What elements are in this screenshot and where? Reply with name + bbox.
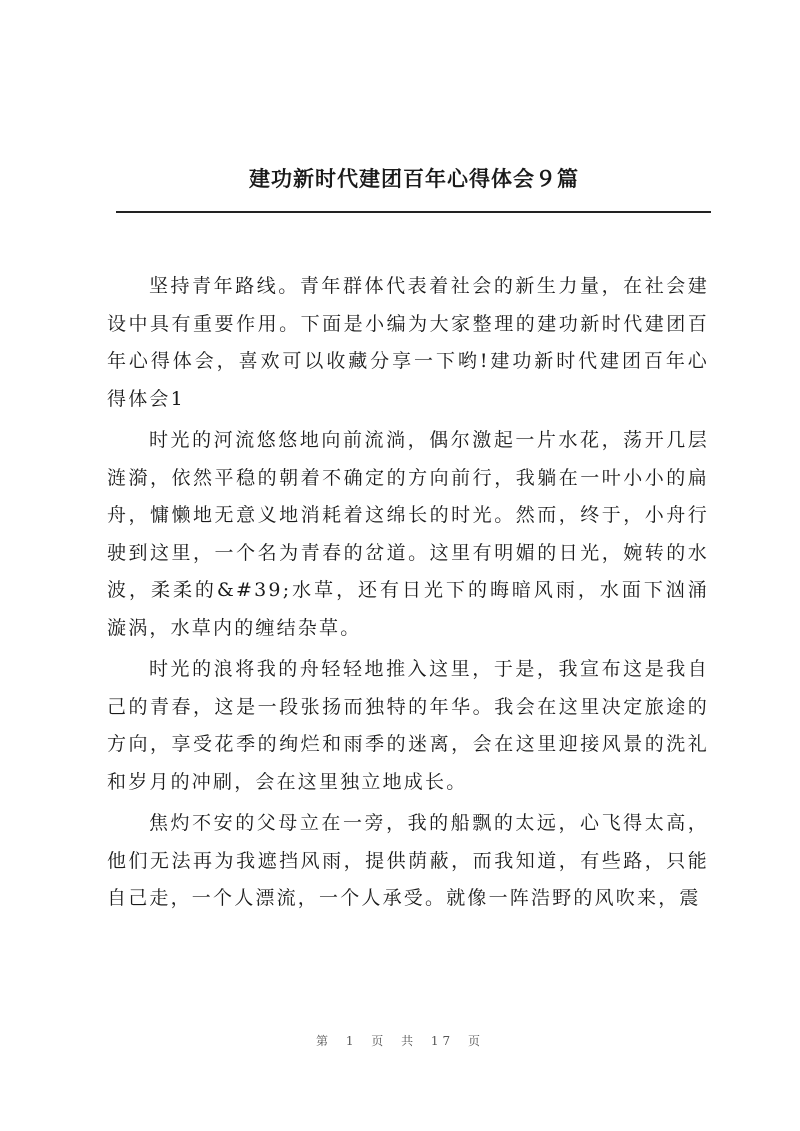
paragraph: 时光的浪将我的舟轻轻地推入这里，于是，我宣布这是我自己的青春，这是一段张扬而独特的年华。我会在这里决定旅途的方向，享受花季的绚烂和雨季的迷离，会在这里迎接风景的洗礼和岁月的冲刷，会在这里独立地成长。 (107, 658, 709, 793)
page-number-footer: 第 1 页 共 17 页 (316, 1034, 484, 1048)
title-divider (116, 211, 711, 213)
paragraph: 焦灼不安的父母立在一旁，我的船飘的太远，心飞得太高，他们无法再为我遮挡风雨，提供荫蔽，而我知道，有些路，只能自己走，一个人漂流，一个人承受。就像一阵浩野的风吹来，震 (107, 812, 709, 909)
document-title: 建功新时代建团百年心得体会９篇 (249, 167, 579, 191)
paragraph: 坚持青年路线。青年群体代表着社会的新生力量，在社会建设中具有重要作用。下面是小编为大家整理的建功新时代建团百年心得体会，喜欢可以收藏分享一下哟!建功新时代建团百年心得体会1 (107, 275, 709, 410)
document-body (107, 268, 709, 922)
paragraph: 时光的河流悠悠地向前流淌，偶尔激起一片水花，荡开几层涟漪，依然平稳的朝着不确定的方向前行，我躺在一叶小小的扁舟，慵懒地无意义地消耗着这绵长的时光。然而，终于，小舟行驶到这里，一个名为青春的岔道。这里有明媚的日光，婉转的水波，柔柔的&#39;水草，还有日光下的晦暗风雨，水面下汹涌漩涡，水草内的缠结杂草。 (107, 429, 709, 639)
